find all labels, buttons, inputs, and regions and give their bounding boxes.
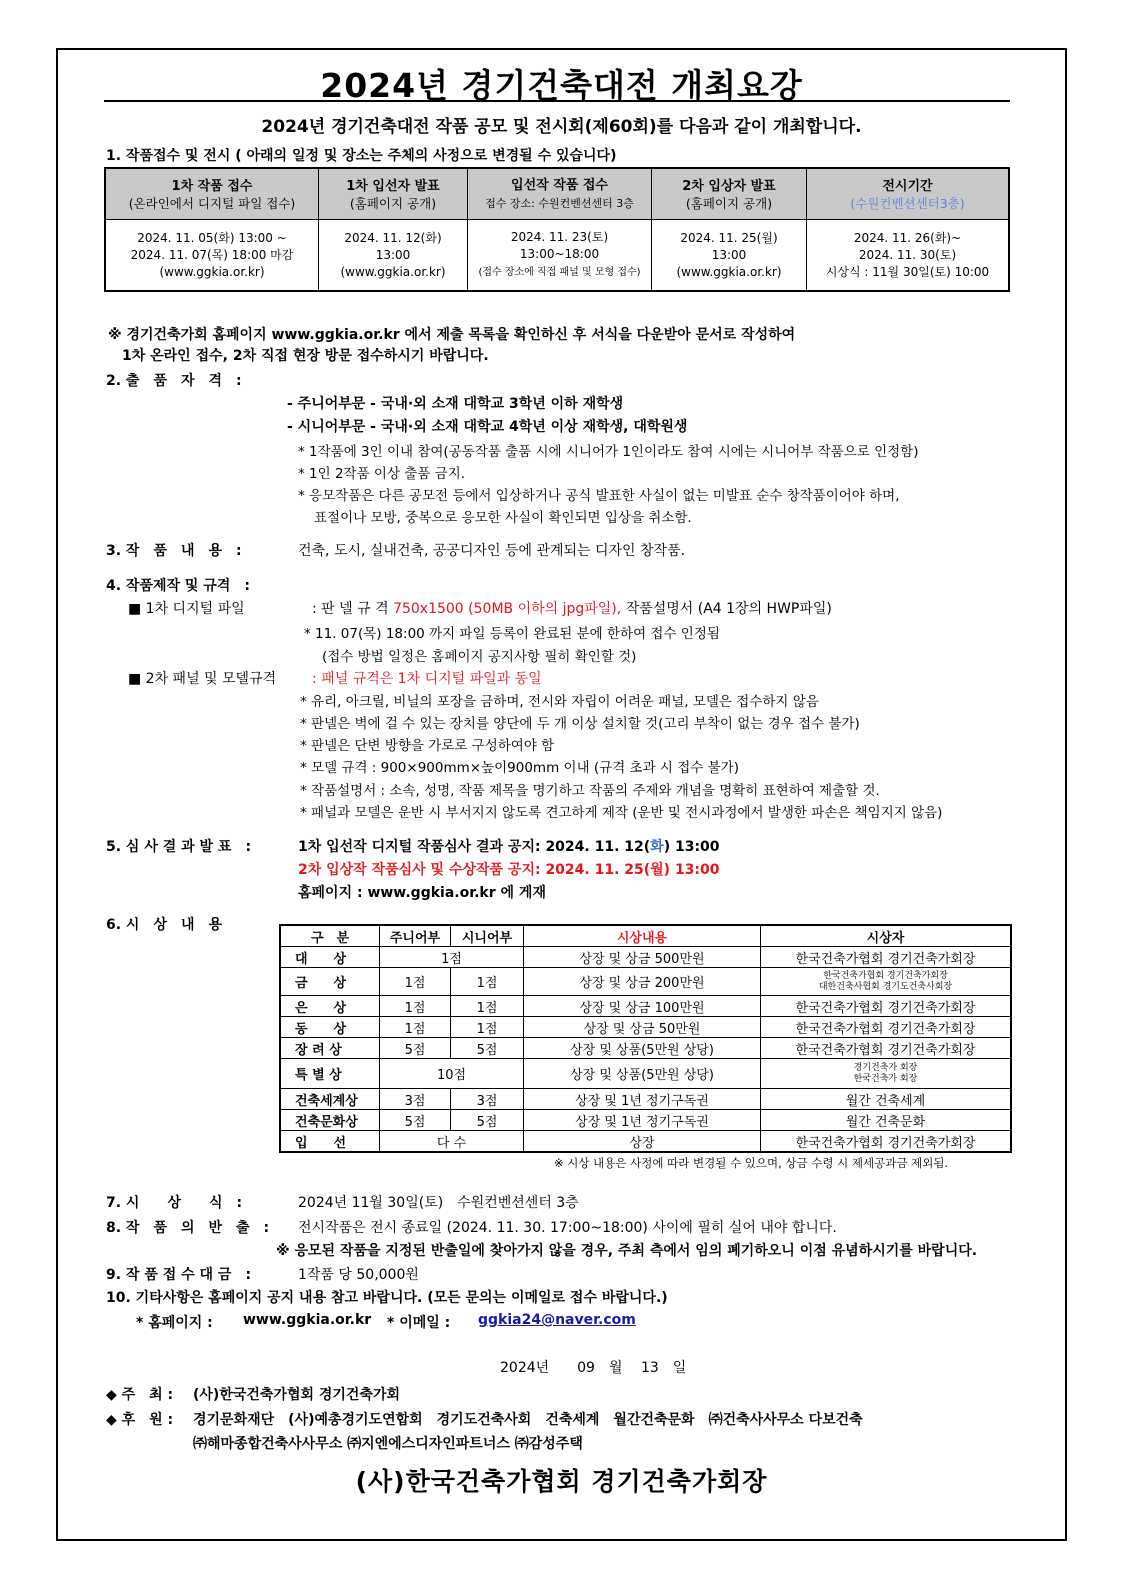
- section7-heading: 7. 시 상 식 :: [106, 1195, 243, 1211]
- award-header-senior: 시니어부: [451, 925, 524, 947]
- award-content: 상장 및 상금 50만원: [524, 1017, 761, 1038]
- panel-note: * 모델 규격 : 900×900mm×높이900mm 이내 (규격 초과 시 접수 불가): [300, 760, 739, 776]
- panel-model-label: ■ 2차 패널 및 모델규격: [128, 671, 277, 687]
- section3-text: 건축, 도시, 실내건축, 공공디자인 등에 관계되는 디자인 창작품.: [298, 543, 686, 559]
- digital-file-spec: : 판 넬 규 격 750x1500 (50MB 이하의 jpg파일), 작품설명서 (A4 1장의 HWP파일): [312, 601, 832, 617]
- panel-note: * 판넬은 벽에 걸 수 있는 장치를 양단에 두 개 이상 설치할 것(고리 부착이 없는 경우 접수 불가): [300, 716, 860, 732]
- award-content: 상장 및 상금 500만원: [524, 947, 761, 968]
- award-header-category: 구 분: [280, 925, 380, 947]
- section1-heading: 1. 작품접수 및 전시 ( 아래의 일정 및 장소는 주체의 사정으로 변경될 수 있습니다): [106, 148, 617, 164]
- section9-text: 1작품 당 50,000원: [298, 1267, 419, 1283]
- award-presenter: 월간 건축문화: [761, 1110, 1012, 1131]
- award-name: 입 선: [280, 1131, 380, 1153]
- section8-text: 전시작품은 전시 종료일 (2024. 11. 30. 17:00~18:00) 사이에 필히 실어 내야 합니다.: [298, 1220, 837, 1236]
- junior-eligibility: - 주니어부문 - 국내·외 소재 대학교 3학년 이하 재학생: [287, 396, 624, 412]
- schedule-cell-5: 2024. 11. 26(화)~ 2024. 11. 30(토) 시상식 : 11월 30일(토) 10:00: [807, 220, 1010, 292]
- award-presenter: 경기건축가 회장 한국건축가 회장: [761, 1059, 1012, 1089]
- schedule-cell-2: 2024. 11. 12(화) 13:00 (www.ggkia.or.kr): [319, 220, 468, 292]
- award-count: 10점: [380, 1059, 524, 1089]
- schedule-cell-1: 2024. 11. 05(화) 13:00 ~ 2024. 11. 07(목) 18:00 마감 (www.ggkia.or.kr): [105, 220, 319, 292]
- section5-heading: 5. 심 사 결 과 발 표 :: [106, 839, 252, 855]
- award-presenter: 한국건축가협회 경기건축가회장: [761, 996, 1012, 1017]
- section4-heading: 4. 작품제작 및 규격 :: [106, 578, 250, 594]
- host-label: ◆ 주 최 :: [106, 1387, 174, 1403]
- panel-note: * 패널과 모델은 운반 시 부서지지 않도록 견고하게 제작 (운반 및 전시과정에서 발생한 파손은 책임지지 않음): [300, 805, 943, 821]
- award-header-junior: 주니어부: [380, 925, 451, 947]
- award-name: 건축문화상: [280, 1110, 380, 1131]
- schedule-header-5: 전시기간 (수원컨벤션센터3층): [807, 168, 1010, 220]
- sponsor-label: ◆ 후 원 :: [106, 1412, 174, 1428]
- award-content: 상장 및 상금 200만원: [524, 968, 761, 996]
- schedule-cell-4: 2024. 11. 25(월) 13:00 (www.ggkia.or.kr): [652, 220, 807, 292]
- email-label: * 이메일 :: [387, 1315, 451, 1331]
- page-title: 2024년 경기건축대전 개최요강: [320, 66, 803, 105]
- result-line-1: 1차 입선작 디지털 작품심사 결과 공지: 2024. 11. 12(화) 13:00: [298, 839, 720, 855]
- result-line-3: 홈페이지 : www.ggkia.or.kr 에 게재: [298, 885, 546, 901]
- section8-heading: 8. 작 품 의 반 출 :: [106, 1220, 270, 1236]
- award-count-junior: 1점: [380, 996, 451, 1017]
- award-count: 1점: [380, 947, 524, 968]
- award-footnote: ※ 시상 내용은 사정에 따라 변경될 수 있으며, 상금 수령 시 제세공과금 제외됨.: [554, 1156, 949, 1170]
- award-count: 다 수: [380, 1131, 524, 1153]
- section3-heading: 3. 작 품 내 용 :: [106, 543, 242, 559]
- award-header-presenter: 시상자: [761, 925, 1012, 947]
- schedule-header-3: 입선작 작품 접수 접수 장소: 수원컨벤션센터 3층: [468, 168, 652, 220]
- award-content: 상장 및 상품(5만원 상당): [524, 1038, 761, 1059]
- host-text: (사)한국건축가협회 경기건축가회: [193, 1387, 401, 1403]
- eligibility-note: * 1인 2작품 이상 출품 금지.: [298, 466, 466, 482]
- digital-file-note: * 11. 07(목) 18:00 까지 파일 등록이 완료된 분에 한하여 접수 인정됨: [304, 626, 720, 642]
- award-presenter: 한국건축가협회 경기건축가회장: [761, 1017, 1012, 1038]
- page-subtitle: 2024년 경기건축대전 작품 공모 및 전시회(제60회)를 다음과 같이 개최합니다.: [261, 117, 862, 137]
- title-rule: [104, 100, 1010, 102]
- eligibility-note: 표절이나 모방, 중복으로 응모한 사실이 확인되면 입상을 취소함.: [314, 510, 692, 526]
- award-name: 특 별 상: [280, 1059, 380, 1089]
- section7-text: 2024년 11월 30일(토) 수원컨벤션센터 3층: [298, 1195, 579, 1211]
- notice-line-2: 1차 온라인 접수, 2차 직접 현장 방문 접수하시기 바랍니다.: [122, 348, 489, 364]
- award-presenter: 한국건축가협회 경기건축가회장: [761, 1131, 1012, 1153]
- award-name: 장 려 상: [280, 1038, 380, 1059]
- award-count-senior: 3점: [451, 1089, 524, 1110]
- schedule-table: [104, 167, 1010, 292]
- award-count-senior: 1점: [451, 968, 524, 996]
- award-name: 금 상: [280, 968, 380, 996]
- award-count-junior: 5점: [380, 1110, 451, 1131]
- section6-heading: 6. 시 상 내 용: [106, 917, 223, 933]
- notice-line-1: ※ 경기건축가회 홈페이지 www.ggkia.or.kr 에서 제출 목록을 확인하신 후 서식을 다운받아 문서로 작성하여: [108, 327, 796, 343]
- award-presenter: 월간 건축세계: [761, 1089, 1012, 1110]
- schedule-header-2: 1차 입선자 발표 (홈페이지 공개): [319, 168, 468, 220]
- award-content: 상장 및 상금 100만원: [524, 996, 761, 1017]
- award-count-senior: 5점: [451, 1038, 524, 1059]
- panel-note: * 유리, 아크릴, 비닐의 포장을 금하며, 전시와 자립이 어려운 패널, 모델은 접수하지 않음: [300, 694, 819, 710]
- award-count-junior: 3점: [380, 1089, 451, 1110]
- award-presenter: 한국건축가협회 경기건축가회장: [761, 1038, 1012, 1059]
- award-content: 상장 및 1년 정기구독권: [524, 1089, 761, 1110]
- digital-file-label: ■ 1차 디지털 파일: [128, 601, 245, 617]
- panel-note: * 판넬은 단변 방향을 가로로 구성하여야 함: [300, 738, 555, 754]
- section9-heading: 9. 작 품 접 수 대 금 :: [106, 1267, 252, 1283]
- digital-file-note: (접수 방법 일정은 홈페이지 공지사항 필히 확인할 것): [322, 649, 637, 665]
- homepage-link[interactable]: www.ggkia.or.kr: [243, 1312, 372, 1328]
- section10-heading: 10. 기타사항은 홈페이지 공지 내용 참고 바랍니다. (모든 문의는 이메일로 접수 바랍니다.): [106, 1290, 668, 1306]
- eligibility-note: * 응모작품은 다른 공모전 등에서 입상하거나 공식 발표한 사실이 없는 미발표 순수 창작품이어야 하며,: [298, 488, 900, 504]
- email-link[interactable]: ggkia24@naver.com: [478, 1312, 636, 1328]
- eligibility-note: * 1작품에 3인 이내 참여(공동작품 출품 시에 시니어가 1인이라도 참여 시에는 시니어부 작품으로 인정함): [298, 444, 919, 460]
- panel-model-spec: : 패널 규격은 1차 디지털 파일과 동일: [312, 671, 542, 687]
- award-name: 건축세계상: [280, 1089, 380, 1110]
- schedule-header-1: 1차 작품 접수 (온라인에서 디지털 파일 접수): [105, 168, 319, 220]
- award-header-content: 시상내용: [524, 925, 761, 947]
- sponsor-line-2: ㈜해마종합건축사사무소 ㈜지엔에스디자인파트너스 ㈜감성주택: [193, 1436, 583, 1452]
- award-presenter: 한국건축가협회 경기건축가회장: [761, 947, 1012, 968]
- award-count-senior: 1점: [451, 996, 524, 1017]
- award-content: 상장: [524, 1131, 761, 1153]
- award-count-junior: 1점: [380, 1017, 451, 1038]
- panel-note: * 작품설명서 : 소속, 성명, 작품 제목을 명기하고 작품의 주제와 개념을 명확히 표현하여 제출할 것.: [300, 783, 880, 799]
- section2-heading: 2. 출 품 자 격 :: [106, 373, 242, 389]
- schedule-cell-3: 2024. 11. 23(토) 13:00~18:00 (접수 장소에 직접 패널 및 모형 접수): [468, 220, 652, 292]
- award-name: 은 상: [280, 996, 380, 1017]
- sponsor-line-1: 경기문화재단 (사)예총경기도연합회 경기도건축사회 건축세계 월간건축문화 ㈜건축사사무소 다보건축: [193, 1412, 863, 1428]
- award-presenter: 한국건축가협회 경기건축가회장 대한건축사협회 경기도건축사회장: [761, 968, 1012, 996]
- senior-eligibility: - 시니어부문 - 국내·외 소재 대학교 4학년 이상 재학생, 대학원생: [287, 419, 688, 435]
- award-count-junior: 5점: [380, 1038, 451, 1059]
- award-count-senior: 1점: [451, 1017, 524, 1038]
- issue-date: 2024년 09 월 13 일: [500, 1360, 687, 1376]
- section8-warning: ※ 응모된 작품을 지정된 반출일에 찾아가지 않을 경우, 주최 측에서 임의 폐기하오니 이점 유념하시기를 바랍니다.: [276, 1243, 978, 1259]
- signature: (사)한국건축가협회 경기건축가회장: [355, 1467, 768, 1496]
- award-content: 상장 및 상품(5만원 상당): [524, 1059, 761, 1089]
- result-line-2: 2차 입상작 작품심사 및 수상작품 공지: 2024. 11. 25(월) 13:00: [298, 862, 720, 878]
- award-count-junior: 1점: [380, 968, 451, 996]
- award-count-senior: 5점: [451, 1110, 524, 1131]
- award-name: 대 상: [280, 947, 380, 968]
- award-table: [279, 924, 1012, 1153]
- schedule-header-4: 2차 입상자 발표 (홈페이지 공개): [652, 168, 807, 220]
- award-content: 상장 및 1년 정기구독권: [524, 1110, 761, 1131]
- homepage-label: * 홈페이지 :: [136, 1315, 213, 1331]
- award-name: 동 상: [280, 1017, 380, 1038]
